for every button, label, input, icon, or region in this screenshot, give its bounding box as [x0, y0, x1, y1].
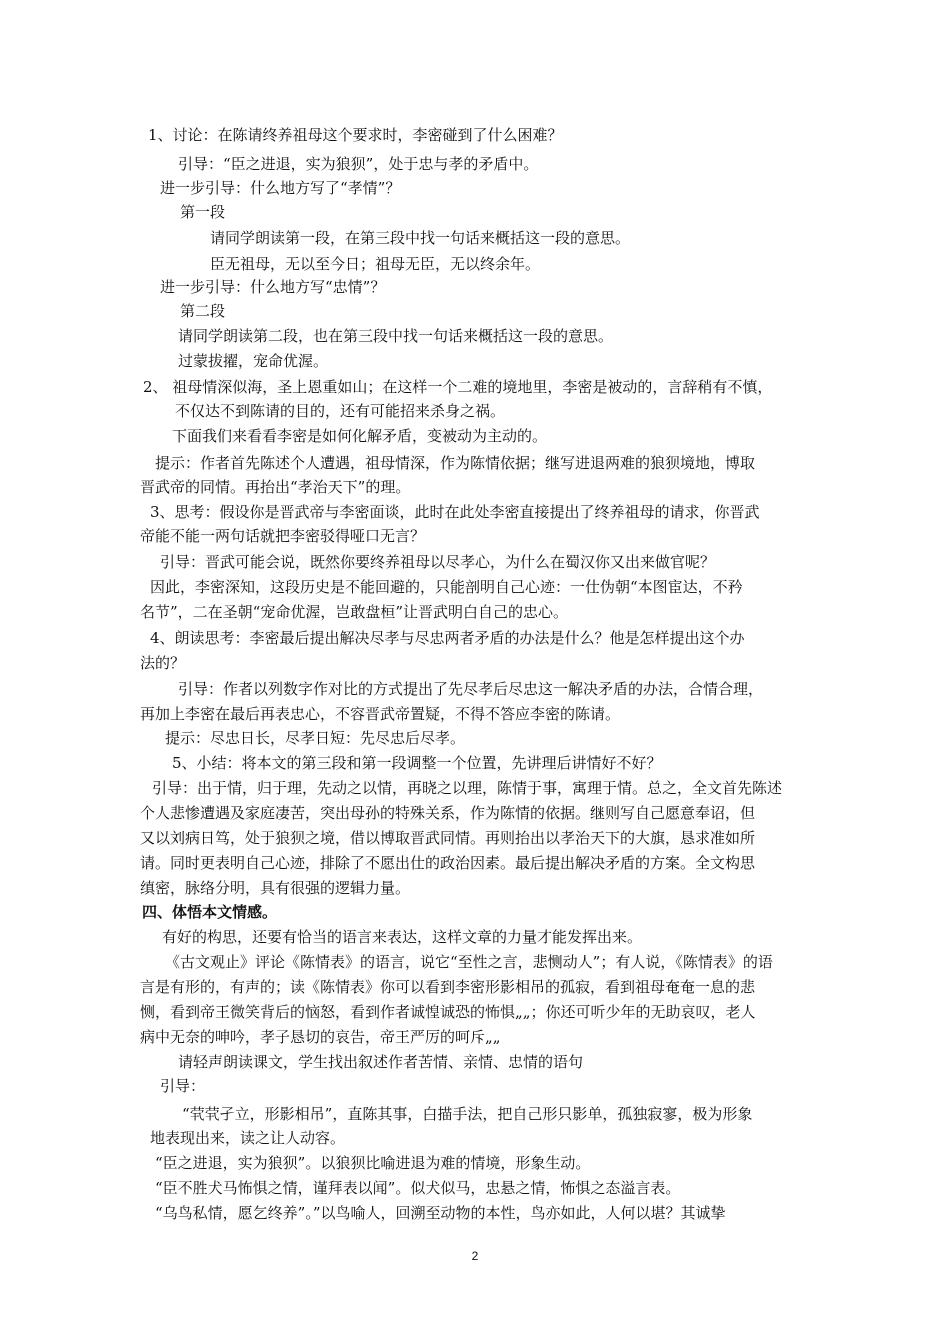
text-line: 晋武帝的同情。再抬出“孝治天下”的理。 — [140, 478, 411, 496]
text-line: 过蒙拔擢，宠命优渥。 — [178, 352, 329, 370]
text-line: 提示：作者首先陈述个人遭遇，祖母情深，作为陈情依据；继写进退两难的狼狈境地，博取 — [155, 454, 756, 472]
text-line: 地表现出来，读之让人动容。 — [150, 1129, 346, 1147]
text-line: 又以刘病日笃，处于狼狈之境，借以博取晋武同情。再则抬出以孝治天下的大旗，恳求准如所 — [140, 829, 756, 847]
text-line: “茕茕孑立，形影相吊”，直陈其事，白描手法，把自己形只影单，孤独寂寥，极为形象 — [182, 1105, 753, 1123]
text-line: 3、思考：假设你是晋武帝与李密面谈，此时在此处李密直接提出了终养祖母的请求，你晋武 — [150, 503, 760, 521]
text-line: 帝能不能一两句话就把李密驳得哑口无言？ — [140, 527, 426, 545]
text-line: “臣之进退，实为狼狈”。以狼狈比喻进退为难的情境，形象生动。 — [155, 1154, 591, 1172]
text-line: 引导：作者以列数字作对比的方式提出了先尽孝后尽忠这一解决矛盾的办法，合情合理， — [178, 680, 764, 698]
section-heading: 四、体悟本文情感。 — [142, 903, 278, 921]
text-line: 进一步引导：什么地方写“忠情”？ — [160, 278, 386, 296]
text-line: 请同学朗读第一段，在第三段中找一句话来概括这一段的意思。 — [210, 229, 631, 247]
text-line: 《古文观止》评论《陈情表》的语言，说它“至性之言，悲恻动人”；有人说，《陈情表》的语 — [165, 953, 773, 971]
text-line: 第一段 — [180, 203, 226, 221]
text-line: 不仅达不到陈请的目的，还有可能招来杀身之祸。 — [175, 402, 506, 420]
text-line: 引导：晋武可能会说，既然你要终养祖母以尽孝心，为什么在蜀汉你又出来做官呢？ — [160, 553, 716, 571]
text-line: 病中无奈的呻吟，孝子恳切的哀告，帝王严厉的呵斥„„ — [140, 1028, 501, 1046]
text-line: 请。同时更表明自己心迹，排除了不愿出仕的政治因素。最后提出解决矛盾的方案。全文构思 — [140, 854, 756, 872]
text-line: 有好的构思，还要有恰当的语言来表达，这样文章的力量才能发挥出来。 — [162, 928, 643, 946]
text-line: 请同学朗读第二段，也在第三段中找一句话来概括这一段的意思。 — [178, 327, 614, 345]
text-line: 名节”，二在圣朝“宠命优渥，岂敢盘桓”让晋武明白自己的忠心。 — [140, 603, 569, 621]
text-line: 再加上李密在最后再表忠心，不容晋武帝置疑，不得不答应李密的陈请。 — [140, 705, 621, 723]
text-line: 下面我们来看看李密是如何化解矛盾，变被动为主动的。 — [172, 427, 548, 445]
text-line: 1、讨论：在陈请终养祖母这个要求时，李密碰到了什么困难？ — [148, 126, 563, 144]
text-line: 个人悲惨遭遇及家庭凄苦，突出母孙的特殊关系，作为陈情的依据。继则写自己愿意奉诏，但 — [140, 804, 756, 822]
text-line: “乌鸟私情，愿乞终养”。”以鸟喻人，回溯至动物的本性，鸟亦如此，人何以堪？其诚挚 — [155, 1204, 726, 1222]
text-line: “臣不胜犬马怖惧之情，谨拜表以闻”。似犬似马，忠悬之情，怖惧之态溢言表。 — [155, 1179, 681, 1197]
text-line: 臣无祖母，无以至今日；祖母无臣，无以终余年。 — [210, 255, 541, 273]
text-line: 引导： — [160, 1077, 206, 1095]
text-line: 引导：出于情，归于理，先动之以情，再晓之以理，陈情于事，寓理于情。总之，全文首先陈述 — [152, 779, 783, 797]
text-line: 引导：“臣之进退，实为狼狈”，处于忠与孝的矛盾中。 — [178, 155, 539, 173]
text-line: 2、 祖母情深似海，圣上恩重如山；在这样一个二难的境地里，李密是被动的，言辞稍有不慎， — [143, 378, 773, 396]
text-line: 法的？ — [140, 654, 186, 672]
text-line: 进一步引导：什么地方写了“孝情”？ — [160, 179, 401, 197]
text-line: 因此，李密深知，这段历史是不能回避的，只能剖明自己心迹：一仕伪朝“本图宦达，不矜 — [150, 578, 743, 596]
text-line: 提示：尽忠日长，尽孝日短：先尽忠后尽孝。 — [165, 729, 466, 747]
page-number: 2 — [471, 1249, 479, 1263]
text-line: 言是有形的，有声的；读《陈情表》你可以看到李密形影相吊的孤寂，看到祖母奄奄一息的悲 — [140, 978, 756, 996]
text-line: 请轻声朗读课文，学生找出叙述作者苦情、亲情、忠情的语句 — [178, 1053, 584, 1071]
text-line: 恻，看到帝王微笑背后的恼怒，看到作者诚惶诚恐的怖惧„„；你还可听少年的无助哀叹，老人 — [140, 1003, 756, 1021]
text-line: 5、小结：将本文的第三段和第一段调整一个位置，先讲理后讲情好不好？ — [172, 754, 662, 772]
text-line: 缜密，脉络分明，具有很强的逻辑力量。 — [140, 879, 411, 897]
text-line: 第二段 — [180, 302, 226, 320]
text-line: 4、朗读思考：李密最后提出解决尽孝与尽忠两者矛盾的办法是什么？他是怎样提出这个办 — [150, 629, 745, 647]
